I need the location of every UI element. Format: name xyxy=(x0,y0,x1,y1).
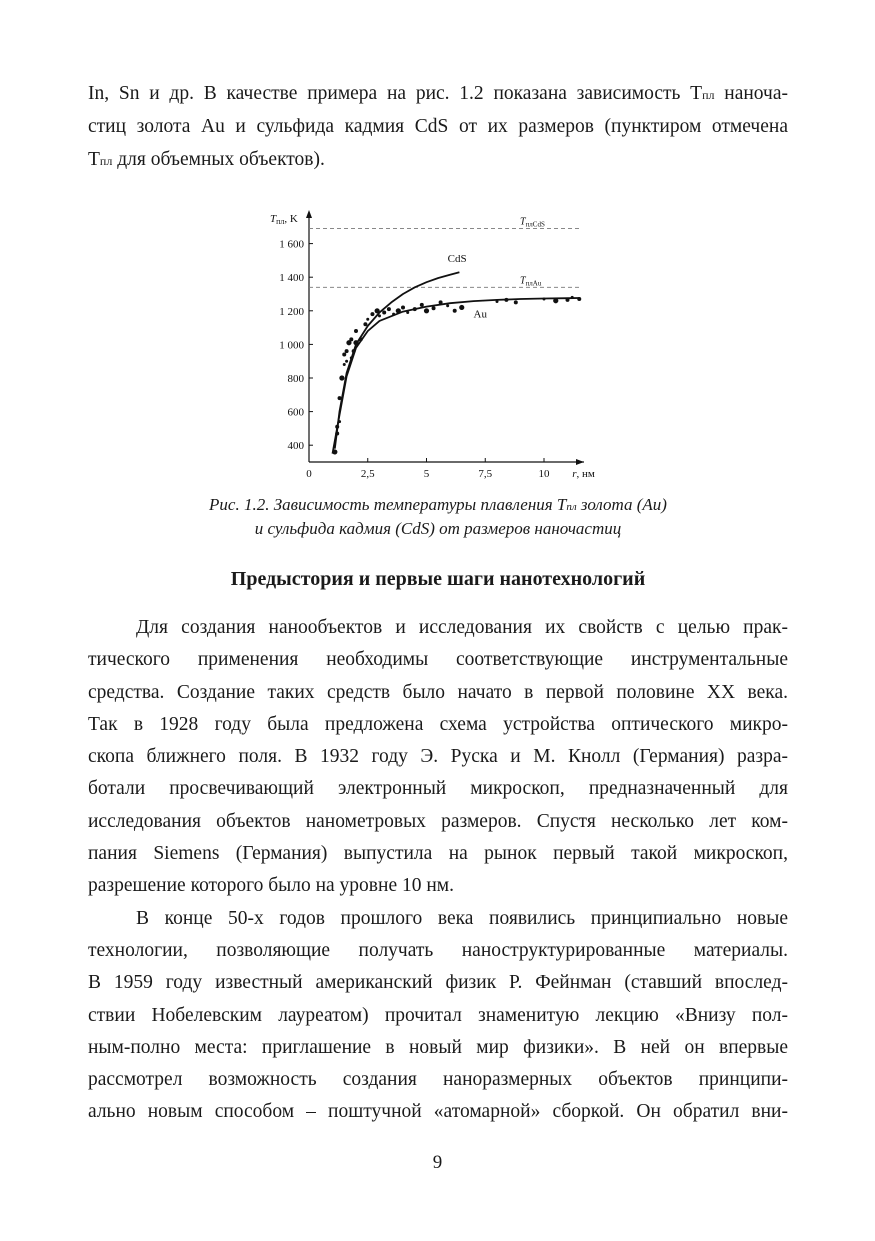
data-point xyxy=(343,363,346,366)
caption-line-2: и сульфида кадмия (CdS) от размеров наночастиц xyxy=(254,519,622,538)
data-point xyxy=(453,309,457,313)
x-tick-label: 5 xyxy=(423,468,430,480)
y-axis-arrow xyxy=(306,210,312,218)
paragraph-1-line-2: тического применения необходимы соответствующие инструментальные xyxy=(88,649,788,671)
paragraph-2-line-1: В конце 50-х годов прошлого века появились принципиально новые xyxy=(136,907,788,929)
data-point xyxy=(413,307,417,311)
y-tick-label: 1 000 xyxy=(279,339,304,352)
paragraph-1-line-5: скопа ближнего поля. В 1932 году Э. Руска и М. Кнолл (Германия) разра- xyxy=(88,746,788,768)
data-point xyxy=(349,337,353,341)
data-point xyxy=(370,312,374,316)
data-point xyxy=(378,314,381,317)
data-point xyxy=(359,337,363,341)
section-heading: Предыстория и первые шаги нанотехнологий xyxy=(230,568,646,590)
paragraph-1-line-7: исследования объектов нанометровых размеров. Спустя несколько лет ком- xyxy=(88,810,788,832)
data-point xyxy=(335,431,339,435)
data-point xyxy=(571,296,574,299)
data-point xyxy=(514,300,518,304)
data-point xyxy=(338,420,341,423)
data-point xyxy=(387,307,391,311)
au-curve-label: Au xyxy=(473,308,487,321)
y-tick-label: 1 600 xyxy=(279,238,304,251)
data-point xyxy=(342,352,346,356)
y-tick-label: 400 xyxy=(287,440,304,453)
x-tick-label: 10 xyxy=(538,468,550,480)
data-point xyxy=(424,308,429,313)
y-tick-label: 1 400 xyxy=(279,272,304,285)
x-tick-label: 2,5 xyxy=(360,468,375,480)
x-tick-label: 0 xyxy=(306,468,312,480)
paragraph-2-line-3: В 1959 году известный американский физик Р. Фейнман (ставший впослед- xyxy=(88,972,788,994)
data-point xyxy=(496,300,499,303)
data-point xyxy=(335,425,339,429)
data-point xyxy=(396,308,401,313)
paragraph-1-line-8: пания Siemens (Германия) выпустила на рынок первый такой микроскоп, xyxy=(88,843,788,865)
series-au-line xyxy=(333,298,580,454)
data-point xyxy=(406,311,409,314)
body-text xyxy=(88,612,788,1129)
x-tick-label: 7,5 xyxy=(478,468,493,480)
data-point xyxy=(446,304,449,307)
y-tick-label: 600 xyxy=(287,406,304,419)
data-point xyxy=(504,298,508,302)
data-point xyxy=(345,360,348,363)
paragraph-2-line-4: ствии Нобелевским лауреатом) прочитал знаменитую лекцию «Внизу пол- xyxy=(88,1004,788,1026)
y-tick-label: 800 xyxy=(287,373,304,385)
intro-line-1: In, Sn и др. В качестве примера на рис. 1.2 показана зависимость Tпл наноча- xyxy=(88,83,788,104)
data-point xyxy=(339,375,344,380)
data-point xyxy=(420,303,424,307)
intro-paragraph xyxy=(88,78,788,177)
data-point xyxy=(353,340,358,345)
data-point xyxy=(401,305,405,309)
y-tick-label: 1 200 xyxy=(279,305,304,318)
caption-line-1: Рис. 1.2. Зависимость температуры плавления Tпл золота (Au) xyxy=(209,495,667,514)
paragraph-2-line-7: ально новым способом – поштучной «атомарной» сборкой. Он обратил вни- xyxy=(88,1101,788,1123)
figure-caption xyxy=(88,494,788,540)
paragraph-2-line-2: технологии, позволяющие получать наноструктурированные материалы. xyxy=(88,939,788,961)
chart-svg xyxy=(262,206,612,486)
page-number: 9 xyxy=(432,1152,443,1173)
data-point xyxy=(375,308,380,313)
data-point xyxy=(566,298,570,302)
intro-line-3: Tпл для объемных объектов). xyxy=(88,148,325,170)
melting-temperature-chart xyxy=(262,206,612,486)
paragraph-1-line-6: ботали просвечивающий электронный микроскоп, предназначенный для xyxy=(88,778,788,800)
series-cds-line xyxy=(335,272,460,448)
x-axis-arrow xyxy=(576,459,584,465)
paragraph-1-line-4: Так в 1928 году была предложена схема устройства оптического микро- xyxy=(88,713,788,735)
data-point xyxy=(354,329,358,333)
data-point xyxy=(363,322,367,326)
x-axis-label: r, нм xyxy=(572,468,595,480)
data-point xyxy=(332,449,337,454)
paragraph-2-line-6: рассмотрел возможность создания наноразмерных объектов принципи- xyxy=(88,1069,788,1091)
data-point xyxy=(459,305,464,310)
data-point xyxy=(543,298,546,301)
paragraph-1-line-9: разрешение которого было на уровне 10 нм. xyxy=(88,875,455,897)
data-point xyxy=(432,306,436,310)
data-point xyxy=(392,313,395,316)
data-point xyxy=(439,300,443,304)
data-point xyxy=(338,396,342,400)
data-point xyxy=(553,298,558,303)
reference-label-cds: $T_{плCdS}$ xyxy=(520,216,545,229)
paragraph-1-line-3: средства. Создание таких средств было начато в первой половине XX века. xyxy=(88,681,788,703)
data-point xyxy=(350,356,353,359)
data-point xyxy=(352,349,356,353)
reference-label-au: $T_{плAu}$ xyxy=(520,275,542,288)
data-point xyxy=(366,318,369,321)
paragraph-2-line-5: ным-полно места: приглашение в новый мир физики». В ней он впервые xyxy=(88,1036,788,1058)
cds-curve-label: CdS xyxy=(447,253,467,266)
data-point xyxy=(577,297,581,301)
paragraph-1-line-1: Для создания нанообъектов и исследования их свойств с целью прак- xyxy=(136,617,788,638)
intro-line-2: стиц золота Au и сульфида кадмия CdS от их размеров (пунктиром отмечена xyxy=(88,116,788,138)
data-point xyxy=(345,349,349,353)
data-point xyxy=(382,310,386,314)
y-axis-label: Tпл, K xyxy=(270,213,298,226)
